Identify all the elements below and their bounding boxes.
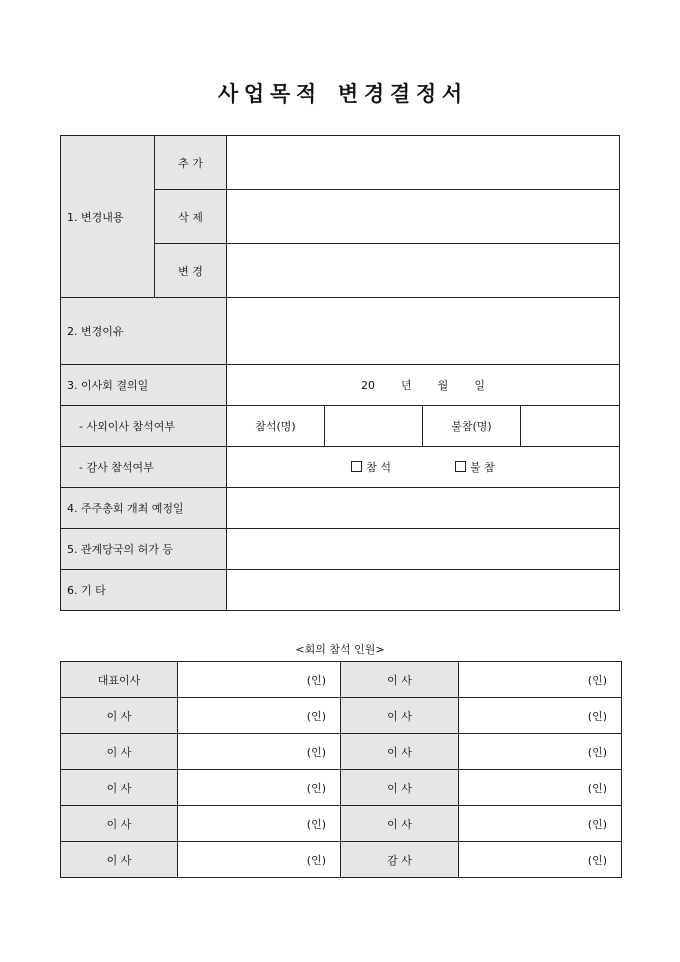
role-label: 이 사: [61, 770, 178, 806]
permit-label: 5. 관계당국의 허가 등: [61, 529, 227, 570]
attendee-row: [61, 734, 622, 770]
add-label: 추 가: [155, 136, 227, 190]
role-label: 이 사: [61, 734, 178, 770]
change-label: 변 경: [155, 244, 227, 298]
role-label: 이 사: [341, 698, 459, 734]
attendee-row: [61, 662, 622, 698]
signature-field[interactable]: (인): [459, 662, 622, 698]
section1-label: 1. 변경내용: [61, 136, 155, 298]
attendee-row: [61, 770, 622, 806]
outside-director-label: - 사외이사 참석여부: [61, 406, 227, 447]
auditor-options: [227, 447, 620, 488]
attendee-row: [61, 806, 622, 842]
delete-field[interactable]: [227, 190, 620, 244]
signature-field[interactable]: (인): [459, 806, 622, 842]
signature-field[interactable]: (인): [178, 842, 341, 878]
attend-count-field[interactable]: [325, 406, 423, 447]
signature-field[interactable]: (인): [459, 698, 622, 734]
role-label: 이 사: [61, 806, 178, 842]
page-title: 사 업 목 적 변 경 결 정 서: [217, 81, 463, 106]
role-label: 감 사: [341, 842, 459, 878]
attendee-row: [61, 698, 622, 734]
absent-count-label: 불참(명): [423, 406, 521, 447]
checkbox-icon: [455, 461, 466, 472]
signature-field[interactable]: (인): [178, 770, 341, 806]
role-label: 이 사: [61, 842, 178, 878]
role-label: 이 사: [341, 734, 459, 770]
absent-checkbox[interactable]: 불 참: [455, 461, 495, 474]
checkbox-icon: [351, 461, 362, 472]
form-table: [60, 135, 620, 611]
signature-field[interactable]: (인): [178, 806, 341, 842]
signature-field[interactable]: (인): [178, 698, 341, 734]
role-label: 이 사: [61, 698, 178, 734]
shareholders-field[interactable]: [227, 488, 620, 529]
signature-field[interactable]: (인): [459, 842, 622, 878]
permit-field[interactable]: [227, 529, 620, 570]
change-field[interactable]: [227, 244, 620, 298]
signature-field[interactable]: (인): [178, 734, 341, 770]
attend-checkbox[interactable]: 참 석: [351, 461, 391, 474]
reason-label: 2. 변경이유: [61, 298, 227, 365]
add-field[interactable]: [227, 136, 620, 190]
board-date-field[interactable]: 20 년 월 일: [227, 365, 620, 406]
absent-count-field[interactable]: [521, 406, 620, 447]
role-label: 대표이사: [61, 662, 178, 698]
attendees-table: [60, 661, 622, 878]
role-label: 이 사: [341, 806, 459, 842]
attend-count-label: 참석(명): [227, 406, 325, 447]
board-date-label: 3. 이사회 결의일: [61, 365, 227, 406]
auditor-label: - 감사 참석여부: [61, 447, 227, 488]
role-label: 이 사: [341, 770, 459, 806]
attendee-row: [61, 842, 622, 878]
etc-field[interactable]: [227, 570, 620, 611]
shareholders-label: 4. 주주총회 개최 예정일: [61, 488, 227, 529]
signature-field[interactable]: (인): [178, 662, 341, 698]
reason-field[interactable]: [227, 298, 620, 365]
signature-field[interactable]: (인): [459, 770, 622, 806]
role-label: 이 사: [341, 662, 459, 698]
delete-label: 삭 제: [155, 190, 227, 244]
etc-label: 6. 기 타: [61, 570, 227, 611]
signature-field[interactable]: (인): [459, 734, 622, 770]
attendees-caption: <회의 참석 인원>: [295, 643, 385, 656]
